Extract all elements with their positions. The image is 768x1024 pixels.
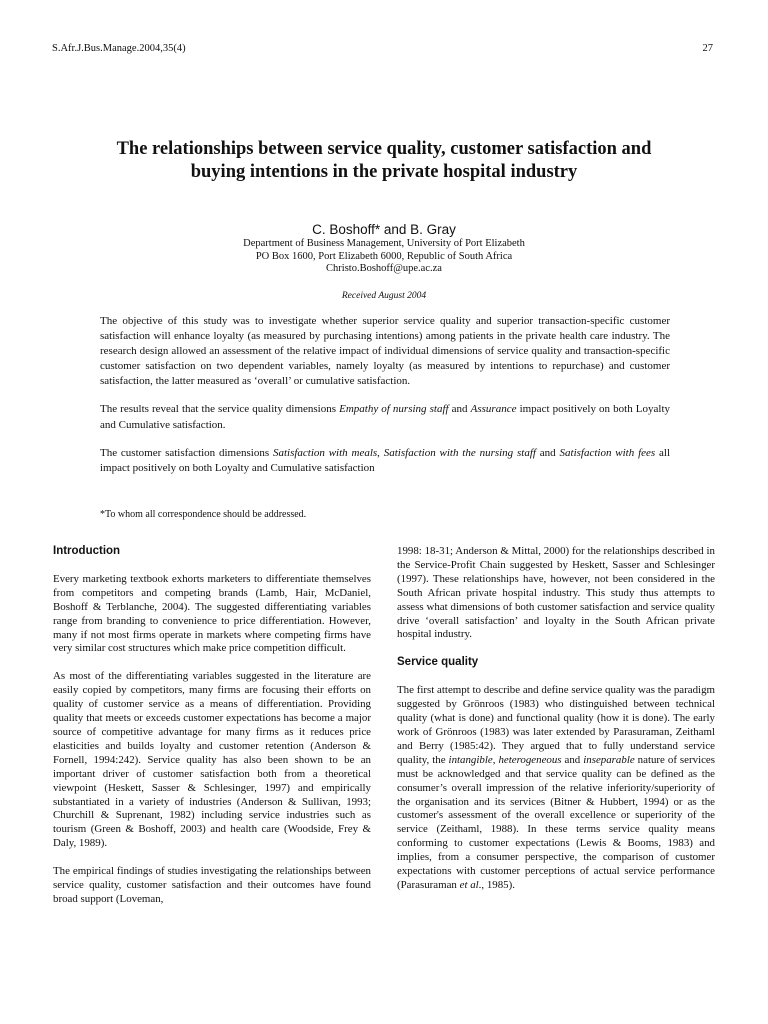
received-date: Received August 2004 (341, 291, 427, 301)
body-paragraph: The first attempt to describe and define service quality was the paradigm suggested by Grönroos (1983) who distinguished between technical quality (what is done) and functional quality (how it is done). The early work of Grönroos (1983) was later extended by Parasuraman, Zeithaml and Berry (1985:42). They argued that to fully understand service quality, the intangible, heterogeneous and inseparable nature of services must be acknowledged and that service quality can be defined as the consumer’s overall impression of the relative inferiority/superiority of the organisation and its services (Bitner & Hubbert, 1994) or as the customer's assessment of the overall excellence or superiority of the service (Zeithaml, 1988). In these terms service quality means conforming to customer expectations (Lewis & Booms, 1983) and implies, from a consumer perspective, the comparison of customer expectations with customer perceptions of actual service performance (Parasuraman et al., 1985). (397, 684, 716, 891)
affiliation (0, 238, 768, 276)
running-head (52, 43, 713, 54)
abstract (100, 314, 670, 489)
right-column (397, 545, 715, 907)
abstract-paragraph-1: The objective of this study was to investigate whether superior service quality and superior transaction-specific customer satisfaction will enhance loyalty (as measured by purchasing intentions) among patients in the private health care industry. The research design allowed an assessment of the relative impact of individual dimensions of service quality and transaction-specific customer satisfaction on two dependent variables, namely loyalty (as measured by intentions to repurchase) and customer satisfaction, the latter measured as ‘overall’ or cumulative satisfaction. (100, 315, 670, 388)
body-paragraph: The empirical findings of studies investigating the relationships between service quality, customer satisfaction and their outcomes have found broad support (Loveman, (53, 865, 371, 905)
body-paragraph: As most of the differentiating variables suggested in the literature are easily copied by competitors, many firms are focusing their efforts on quality of customer service as a means of differentiation. Providing quality that meets or exceeds customer expectations has become a major source of competitive advantage for many firms as it reduces price elasticities and builds loyalty and customer retention (Anderson & Fornell, 1994:242). Service quality has also been shown to be an important driver of customer satisfaction both from a theoretical viewpoint (Heskett, Sasser & Schlesinger, 1997) and empirically substantiated in a variety of industries (Anderson & Sullivan, 1993; Churchill & Suprenant, 1982) including service industries such as tourism (Green & Boshoff, 2003) and health care (Woodside, Frey & Daly, 1989). (53, 670, 371, 850)
abstract-paragraph-2: The results reveal that the service quality dimensions Empathy of nursing staff and Assurance impact positively on both Loyalty and Cumulative satisfaction. (100, 403, 670, 431)
affiliation-line-1: Department of Business Management, University of Port Elizabeth (243, 238, 525, 249)
affiliation-line-2: PO Box 1600, Port Elizabeth 6000, Republic of South Africa (255, 250, 513, 262)
authors: C. Boshoff* and B. Gray (312, 222, 456, 237)
paper-title (60, 138, 708, 184)
section-heading-service-quality: Service quality (397, 656, 479, 669)
correspondence-footnote: *To whom all correspondence should be addressed. (100, 509, 307, 520)
abstract-paragraph-3: The customer satisfaction dimensions Satisfaction with meals, Satisfaction with the nursing staff and Satisfaction with fees all impact positively on both Loyalty and Cumulative satisfaction (100, 446, 670, 474)
body-paragraph: Every marketing textbook exhorts marketers to differentiate themselves from competitors and competing brands (Lamb, Hair, McDaniel, Boshoff & Terblanche, 2004). The suggested differentiating variables range from branding to convenience to price differentiation. However, many if not most firms operate in markets where competing firms have very similar cost structures which make price competition difficult. (53, 572, 371, 655)
body-paragraph: 1998: 18-31; Anderson & Mittal, 2000) for the relationships described in the Service-Profit Chain suggested by Heskett, Sasser and Schlesinger (1997). These relationships have, however, not been considered in the South African private hospital industry. This study thus attempts to assess what dimensions of both customer satisfaction and service quality drive ‘overall satisfaction’ and loyalty in the South African private hospital industry. (397, 545, 715, 641)
page-number: 27 (702, 43, 713, 54)
title-line-2: buying intentions in the private hospital industry (190, 162, 578, 182)
title-line-1: The relationships between service quality, customer satisfaction and (116, 139, 652, 159)
journal-citation: S.Afr.J.Bus.Manage.2004,35(4) (52, 43, 186, 54)
section-heading-introduction: Introduction (53, 545, 121, 557)
left-column (53, 545, 371, 921)
author-email: Christo.Boshoff@upe.ac.za (326, 263, 442, 274)
